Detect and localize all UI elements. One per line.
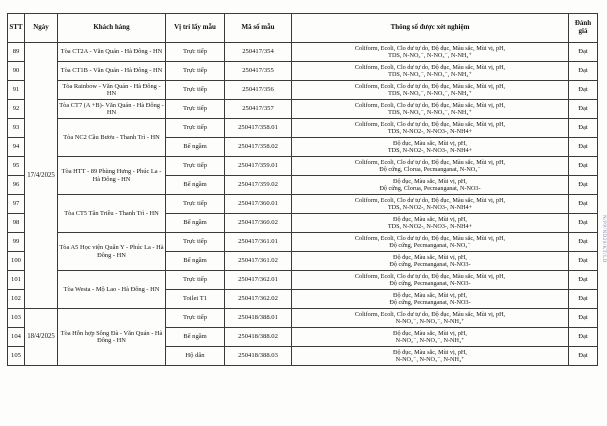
cell-sample-code: 250417/362.01 bbox=[225, 271, 292, 290]
header-location: Vị trí lấy mẫu bbox=[166, 14, 225, 43]
cell-result: Đạt bbox=[569, 43, 598, 62]
cell-customer: Tòa NC2 Cầu Bươu - Thanh Trì - HN bbox=[58, 119, 166, 157]
cell-parameters bbox=[292, 328, 569, 347]
param-line: TDS, N-NO₂⁻, N-NO₃⁻, N-NH₄⁺ bbox=[388, 90, 472, 97]
cell-sample-code: 250417/362.02 bbox=[225, 290, 292, 309]
cell-parameters bbox=[292, 138, 569, 157]
cell-stt: 95 bbox=[8, 157, 25, 176]
header-date: Ngày bbox=[25, 14, 58, 43]
table-row bbox=[8, 43, 598, 62]
cell-result: Đạt bbox=[569, 252, 598, 271]
cell-parameters bbox=[292, 81, 569, 100]
cell-parameters bbox=[292, 43, 569, 62]
cell-customer: Tòa Hỗn hợp Sông Đà - Văn Quán - Hà Đông - HN bbox=[58, 309, 166, 366]
param-line: Coliform, Ecoli, Clo dư tự do, Độ đục, Màu sắc, Mùi vị, pH, bbox=[354, 44, 506, 52]
cell-customer: Tòa CT5 Tân Triều - Thanh Trì - HN bbox=[58, 195, 166, 233]
cell-sample-code: 250418/388.01 bbox=[225, 309, 292, 328]
cell-customer: Tòa CT1B - Văn Quán - Hà Đông - HN bbox=[58, 62, 166, 81]
cell-location: Bể ngầm bbox=[166, 252, 225, 271]
cell-location: Trực tiếp bbox=[166, 100, 225, 119]
table-row bbox=[8, 81, 598, 100]
param-line: Độ đục, Màu sắc, Mùi vị, pH, bbox=[393, 177, 467, 185]
param-line: N-NO₂⁻, N-NO₃⁻, N-NH₄⁺ bbox=[395, 318, 465, 325]
cell-customer: Tòa Rainbow - Văn Quán - Hà Đông - HN bbox=[58, 81, 166, 100]
cell-stt: 102 bbox=[8, 290, 25, 309]
cell-parameters bbox=[292, 347, 569, 366]
cell-parameters bbox=[292, 157, 569, 176]
cell-sample-code: 250417/354 bbox=[225, 43, 292, 62]
cell-stt: 101 bbox=[8, 271, 25, 290]
cell-sample-code: 250417/359.01 bbox=[225, 157, 292, 176]
param-line: Độ đục, Màu sắc, Mùi vị, pH, bbox=[393, 291, 467, 299]
cell-result: Đạt bbox=[569, 176, 598, 195]
cell-sample-code: 250417/358.01 bbox=[225, 119, 292, 138]
cell-sample-code: 250417/356 bbox=[225, 81, 292, 100]
param-line: Độ đục, Màu sắc, Mùi vị, pH, bbox=[393, 215, 467, 223]
cell-location: Trực tiếp bbox=[166, 271, 225, 290]
param-line: Coliform, Ecoli, Clo dư tự do, Độ đục, Màu sắc, Mùi vị, pH, bbox=[354, 196, 506, 204]
test-results-table bbox=[7, 13, 598, 366]
param-line: TDS, N-NO₂⁻, N-NO₃⁻, N-NH₄⁺ bbox=[388, 52, 472, 59]
cell-location: Toilet T1 bbox=[166, 290, 225, 309]
cell-stt: 94 bbox=[8, 138, 25, 157]
cell-sample-code: 250418/388.03 bbox=[225, 347, 292, 366]
cell-parameters bbox=[292, 252, 569, 271]
cell-stt: 90 bbox=[8, 62, 25, 81]
header-row bbox=[8, 14, 598, 43]
param-line: Coliform, Ecoli, Clo dư tự do, Độ đục, Màu sắc, Mùi vị, pH, bbox=[354, 101, 506, 109]
cell-location: Trực tiếp bbox=[166, 309, 225, 328]
cell-stt: 98 bbox=[8, 214, 25, 233]
cell-location: Trực tiếp bbox=[166, 233, 225, 252]
param-line: Độ cứng, Pecmanganat, N-NO3- bbox=[389, 299, 471, 306]
cell-stt: 89 bbox=[8, 43, 25, 62]
cell-stt: 91 bbox=[8, 81, 25, 100]
cell-stt: 100 bbox=[8, 252, 25, 271]
cell-sample-code: 250417/361.02 bbox=[225, 252, 292, 271]
table-row bbox=[8, 157, 598, 176]
cell-parameters bbox=[292, 290, 569, 309]
cell-customer: Tòa CT2A - Văn Quán - Hà Đông - HN bbox=[58, 43, 166, 62]
margin-stamp-note: N/PP/ND20/KT/LD bbox=[601, 215, 606, 263]
cell-sample-code: 250417/360.01 bbox=[225, 195, 292, 214]
cell-result: Đạt bbox=[569, 214, 598, 233]
cell-sample-code: 250417/361.01 bbox=[225, 233, 292, 252]
cell-location: Hộ dân bbox=[166, 347, 225, 366]
cell-stt: 93 bbox=[8, 119, 25, 138]
cell-parameters bbox=[292, 176, 569, 195]
cell-parameters bbox=[292, 233, 569, 252]
cell-result: Đạt bbox=[569, 233, 598, 252]
cell-location: Trực tiếp bbox=[166, 43, 225, 62]
param-line: Coliform, Ecoli, Clo dư tự do, Độ đục, Màu sắc, Mùi vị, pH, bbox=[354, 272, 506, 280]
param-line: TDS, N-NO2-, N-NO3-, N-NH4+ bbox=[387, 147, 473, 154]
param-line: Độ cứng, Pecmanganat, N-NO3- bbox=[389, 261, 471, 268]
param-line: Độ đục, Màu sắc, Mùi vị, pH, bbox=[393, 139, 467, 147]
param-line: TDS, N-NO2-, N-NO3-, N-NH4+ bbox=[387, 223, 473, 230]
cell-location: Trực tiếp bbox=[166, 62, 225, 81]
table-row bbox=[8, 233, 598, 252]
param-line: Coliform, Ecoli, Clo dư tự do, Độ đục, Màu sắc, Mùi vị, pH, bbox=[354, 120, 506, 128]
cell-result: Đạt bbox=[569, 309, 598, 328]
param-line: Độ đục, Màu sắc, Mùi vị, pH, bbox=[393, 253, 467, 261]
cell-result: Đạt bbox=[569, 157, 598, 176]
cell-sample-code: 250417/357 bbox=[225, 100, 292, 119]
table-row bbox=[8, 271, 598, 290]
header-parameters: Thông số được xét nghiệm bbox=[292, 14, 569, 43]
cell-sample-code: 250418/388.02 bbox=[225, 328, 292, 347]
cell-sample-code: 250417/358.02 bbox=[225, 138, 292, 157]
table-row bbox=[8, 195, 598, 214]
header-result: Đánh giá bbox=[569, 14, 598, 43]
cell-location: Trực tiếp bbox=[166, 157, 225, 176]
cell-location: Trực tiếp bbox=[166, 119, 225, 138]
cell-parameters bbox=[292, 195, 569, 214]
param-line: Độ đục, Màu sắc, Mùi vị, pH, bbox=[393, 348, 467, 356]
cell-result: Đạt bbox=[569, 62, 598, 81]
param-line: Độ cứng, Pecmanganat, N-NO3- bbox=[389, 280, 471, 287]
cell-location: Bể ngầm bbox=[166, 328, 225, 347]
cell-sample-code: 250417/359.02 bbox=[225, 176, 292, 195]
param-line: Độ cứng, Pecmanganat, N-NO₃⁻ bbox=[389, 242, 471, 249]
cell-location: Bể ngầm bbox=[166, 176, 225, 195]
cell-parameters bbox=[292, 100, 569, 119]
param-line: Độ đục, Màu sắc, Mùi vị, pH, bbox=[393, 329, 467, 337]
table-row bbox=[8, 119, 598, 138]
table-row bbox=[8, 62, 598, 81]
cell-location: Trực tiếp bbox=[166, 81, 225, 100]
cell-result: Đạt bbox=[569, 195, 598, 214]
cell-result: Đạt bbox=[569, 347, 598, 366]
param-line: N-NO₂⁻, N-NO₃⁻, N-NH₄⁺ bbox=[395, 356, 465, 363]
param-line: Coliform, Ecoli, Clo dư tự do, Độ đục, Màu sắc, Mùi vị, pH, bbox=[354, 234, 506, 242]
cell-parameters bbox=[292, 271, 569, 290]
header-sample-code: Mã số mẫu bbox=[225, 14, 292, 43]
cell-result: Đạt bbox=[569, 138, 598, 157]
cell-date: 17/4/2025 bbox=[25, 43, 58, 309]
cell-sample-code: 250417/355 bbox=[225, 62, 292, 81]
param-line: N-NO₂⁻, N-NO₃⁻, N-NH₄⁺ bbox=[395, 337, 465, 344]
cell-result: Đạt bbox=[569, 100, 598, 119]
cell-stt: 104 bbox=[8, 328, 25, 347]
cell-result: Đạt bbox=[569, 119, 598, 138]
header-stt: STT bbox=[8, 14, 25, 43]
table-row bbox=[8, 100, 598, 119]
param-line: Coliform, Ecoli, Clo dư tự do, Độ đục, Màu sắc, Mùi vị, pH, bbox=[354, 310, 506, 318]
cell-stt: 105 bbox=[8, 347, 25, 366]
cell-result: Đạt bbox=[569, 328, 598, 347]
cell-parameters bbox=[292, 119, 569, 138]
cell-sample-code: 250417/360.02 bbox=[225, 214, 292, 233]
table-row bbox=[8, 309, 598, 328]
cell-result: Đạt bbox=[569, 290, 598, 309]
cell-date: 18/4/2025 bbox=[25, 309, 58, 366]
param-line: TDS, N-NO₂⁻, N-NO₃⁻, N-NH₄⁺ bbox=[388, 71, 472, 78]
cell-stt: 97 bbox=[8, 195, 25, 214]
param-line: TDS, N-NO2-, N-NO3-, N-NH4+ bbox=[387, 204, 473, 211]
cell-stt: 99 bbox=[8, 233, 25, 252]
cell-stt: 103 bbox=[8, 309, 25, 328]
cell-parameters bbox=[292, 62, 569, 81]
cell-customer: Tòa CT7 (A +B)- Văn Quán - Hà Đông - HN bbox=[58, 100, 166, 119]
param-line: Độ cứng, Clorua, Pecmanganat, N-NO3- bbox=[379, 185, 481, 192]
cell-result: Đạt bbox=[569, 81, 598, 100]
param-line: TDS, N-NO₂⁻, N-NO₃⁻, N-NH₄⁺ bbox=[388, 109, 472, 116]
param-line: Độ cứng, Clorua, Pecmanganat, N-NO₃⁻ bbox=[379, 166, 481, 173]
param-line: Coliform, Ecoli, Clo dư tự do, Độ đục, Màu sắc, Mùi vị, pH, bbox=[354, 82, 506, 90]
cell-customer: Tòa A5 Học viện Quân Y - Phúc La - Hà Đông - HN bbox=[58, 233, 166, 271]
cell-stt: 96 bbox=[8, 176, 25, 195]
cell-stt: 92 bbox=[8, 100, 25, 119]
cell-customer: Tòa Westa - Mộ Lao - Hà Đông - HN bbox=[58, 271, 166, 309]
header-customer: Khách hàng bbox=[58, 14, 166, 43]
cell-parameters bbox=[292, 309, 569, 328]
param-line: TDS, N-NO2-, N-NO3-, N-NH4+ bbox=[387, 128, 473, 135]
cell-location: Bể ngầm bbox=[166, 214, 225, 233]
param-line: Coliform, Ecoli, Clo dư tự do, Độ đục, Màu sắc, Mùi vị, pH, bbox=[354, 63, 506, 71]
cell-result: Đạt bbox=[569, 271, 598, 290]
cell-customer: Tòa HTT - 89 Phùng Hưng - Phúc La - Hà Đông - HN bbox=[58, 157, 166, 195]
param-line: Coliform, Ecoli, Clo dư tự do, Độ đục, Màu sắc, Mùi vị, pH, bbox=[354, 158, 506, 166]
cell-location: Trực tiếp bbox=[166, 195, 225, 214]
cell-location: Bể ngầm bbox=[166, 138, 225, 157]
cell-parameters bbox=[292, 214, 569, 233]
